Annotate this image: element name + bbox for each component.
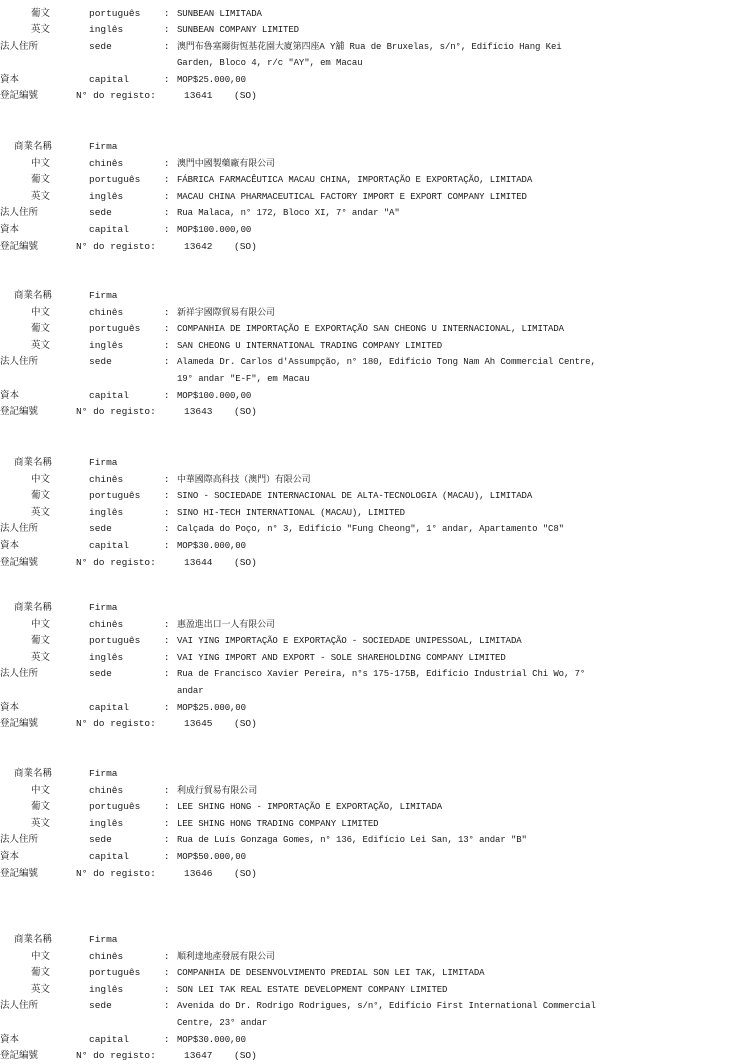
separator: : — [164, 357, 170, 368]
separator: : — [164, 524, 170, 535]
capital-value: MOP$25.000,00 — [177, 75, 246, 85]
chines-label-zh: 中文 — [31, 950, 51, 962]
portugues-label-pt: português — [89, 323, 141, 335]
chines-label-pt: chinês — [89, 157, 124, 169]
ingles-label-pt: inglês — [89, 24, 124, 35]
ingles-value: MACAU CHINA PHARMACEUTICAL FACTORY IMPORT E EXPORT COMPANY LIMITED — [177, 191, 527, 202]
ingles-label-zh: 英文 — [31, 24, 51, 35]
ingles-value: VAI YING IMPORT AND EXPORT - SOLE SHAREHOLDING COMPANY LIMITED — [177, 652, 506, 663]
sede-label-zh: 法人住所 — [0, 41, 39, 52]
registo-label-zh: 登記編號 — [0, 1050, 39, 1062]
portugues-label-pt: português — [89, 174, 141, 186]
separator: : — [164, 652, 170, 663]
sede-label-zh: 法人住所 — [0, 668, 39, 680]
capital-label-pt: capital — [89, 74, 129, 85]
firma-label-zh: 商業名稱 — [14, 934, 53, 945]
firma-label-zh: 商業名稱 — [14, 602, 53, 613]
sede-value-line1: Avenida do Dr. Rodrigo Rodrigues, s/n°, Edifício First International Commercial — [177, 1001, 596, 1012]
sede-label-pt: sede — [89, 668, 112, 680]
ingles-label-zh: 英文 — [31, 190, 51, 202]
registo-so: (SO) — [234, 406, 257, 418]
chines-value: 利成行貿易有限公司 — [177, 785, 258, 796]
sede-value-line1: 澳門布魯塞爾街恆基花園大廈第四座A Y舖 Rua de Bruxelas, s/n°, Edifício Hang Kei — [177, 42, 562, 52]
separator: : — [164, 619, 170, 630]
firma-label-zh: 商業名稱 — [14, 290, 53, 301]
registo-label-pt: N° do registo: — [76, 90, 156, 101]
chines-label-zh: 中文 — [31, 784, 51, 796]
separator: : — [164, 75, 170, 85]
capital-label-pt: capital — [89, 389, 129, 401]
separator: : — [164, 852, 170, 862]
separator: : — [164, 191, 170, 202]
sede-label-pt: sede — [89, 523, 112, 535]
capital-label-zh: 資本 — [0, 851, 20, 862]
portugues-label-pt: português — [89, 967, 141, 979]
ingles-label-zh: 英文 — [31, 506, 51, 518]
ingles-label-pt: inglês — [89, 506, 124, 518]
chines-value: 惠盈進出口一人有限公司 — [177, 619, 275, 630]
sede-label-pt: sede — [89, 834, 112, 846]
ingles-value: SINO HI-TECH INTERNATIONAL (MACAU), LIMITED — [177, 507, 405, 518]
ingles-label-pt: inglês — [89, 651, 124, 663]
sede-label-pt: sede — [89, 1000, 112, 1012]
ingles-label-zh: 英文 — [31, 817, 51, 829]
firma-label-zh: 商業名稱 — [14, 768, 53, 779]
separator: : — [164, 669, 170, 680]
chines-label-zh: 中文 — [31, 473, 51, 485]
registo-label-zh: 登記編號 — [0, 867, 39, 879]
sede-value-line1: Alameda Dr. Carlos d'Assumpção, n° 180, Edifício Tong Nam Ah Commercial Centre, — [177, 357, 596, 368]
portugues-label-zh: 葡文 — [31, 174, 51, 186]
firma-label-zh: 商業名稱 — [14, 141, 53, 152]
registo-number: 13647 — [184, 1050, 213, 1062]
capital-label-zh: 資本 — [0, 224, 20, 235]
separator: : — [164, 1034, 170, 1045]
firma-label-zh: 商業名稱 — [14, 457, 53, 468]
separator: : — [164, 491, 170, 502]
separator: : — [164, 785, 170, 796]
chines-label-pt: chinês — [89, 950, 124, 962]
sede-value-line2: Centre, 23° andar — [177, 1018, 268, 1028]
capital-label-pt: capital — [89, 224, 129, 235]
sede-value-line1: Rua de Francisco Xavier Pereira, n°s 175-175B, Edifício Industrial Chi Wo, 7° — [177, 669, 586, 680]
portugues-value: SUNBEAN LIMITADA — [177, 9, 262, 19]
sede-label-pt: sede — [89, 356, 112, 368]
separator: : — [164, 307, 170, 318]
separator: : — [164, 208, 170, 219]
portugues-label-pt: português — [89, 635, 141, 647]
chines-value: 順利達地產發展有限公司 — [177, 951, 275, 962]
ingles-value: SON LEI TAK REAL ESTATE DEVELOPMENT COMPANY LIMITED — [177, 984, 448, 995]
separator: : — [164, 324, 170, 335]
registo-number: 13642 — [184, 240, 213, 252]
sede-label-zh: 法人住所 — [0, 356, 39, 368]
capital-label-pt: capital — [89, 1033, 129, 1045]
portugues-value: COMPANHIA DE DESENVOLVIMENTO PREDIAL SON LEI TAK, LIMITADA — [177, 968, 485, 979]
sede-label-pt: sede — [89, 207, 112, 219]
separator: : — [164, 835, 170, 846]
separator: : — [164, 390, 170, 401]
separator: : — [164, 507, 170, 518]
separator: : — [164, 340, 170, 351]
ingles-value: SUNBEAN COMPANY LIMITED — [177, 25, 299, 35]
registo-label-zh: 登記編號 — [0, 556, 39, 568]
chines-label-pt: chinês — [89, 473, 124, 485]
sede-value-line1: Calçada do Poço, n° 3, Edifício "Fung Cheong", 1° andar, Apartamento "C8" — [177, 524, 564, 535]
registo-label-pt: N° do registo: — [76, 718, 156, 730]
registo-number: 13646 — [184, 867, 213, 879]
separator: : — [164, 802, 170, 813]
chines-label-zh: 中文 — [31, 618, 51, 630]
sede-value-line1: Rua Malaca, n° 172, Bloco XI, 7° andar "A" — [177, 208, 400, 219]
ingles-label-zh: 英文 — [31, 983, 51, 995]
capital-label-zh: 資本 — [0, 389, 20, 401]
firma-label-pt: Firma — [89, 457, 118, 468]
chines-label-zh: 中文 — [31, 157, 51, 169]
ingles-label-pt: inglês — [89, 983, 124, 995]
capital-value: MOP$100.000,00 — [177, 225, 252, 235]
separator: : — [164, 225, 170, 235]
sede-label-zh: 法人住所 — [0, 207, 39, 219]
separator: : — [164, 636, 170, 647]
portugues-label-zh: 葡文 — [31, 635, 51, 647]
registo-number: 13644 — [184, 556, 213, 568]
separator: : — [164, 541, 170, 551]
portugues-label-zh: 葡文 — [31, 490, 51, 502]
separator: : — [164, 9, 170, 19]
capital-label-pt: capital — [89, 701, 129, 713]
sede-label-zh: 法人住所 — [0, 523, 39, 535]
chines-label-zh: 中文 — [31, 306, 51, 318]
registo-so: (SO) — [234, 718, 257, 730]
separator: : — [164, 702, 170, 713]
separator: : — [164, 818, 170, 829]
separator: : — [164, 1001, 170, 1012]
registo-number: 13645 — [184, 718, 213, 730]
separator: : — [164, 25, 170, 35]
ingles-label-zh: 英文 — [31, 651, 51, 663]
separator: : — [164, 158, 170, 169]
ingles-value: LEE SHING HONG TRADING COMPANY LIMITED — [177, 818, 379, 829]
capital-label-zh: 資本 — [0, 1033, 20, 1045]
chines-value: 中華國際高科技（澳門）有限公司 — [177, 474, 311, 485]
registo-label-pt: N° do registo: — [76, 240, 156, 252]
capital-value: MOP$30.000,00 — [177, 541, 246, 551]
chines-value: 澳門中國製藥廠有限公司 — [177, 158, 275, 169]
sede-value-line1: Rua de Luís Gonzaga Gomes, n° 136, Edifício Lei San, 13° andar "B" — [177, 835, 527, 846]
portugues-value: VAI YING IMPORTAÇÃO E EXPORTAÇÃO - SOCIEDADE UNIPESSOAL, LIMITADA — [177, 636, 522, 647]
capital-label-pt: capital — [89, 851, 129, 862]
chines-label-pt: chinês — [89, 784, 124, 796]
capital-value: MOP$30.000,00 — [177, 1034, 246, 1045]
capital-value: MOP$25.000,00 — [177, 702, 246, 713]
portugues-value: FÁBRICA FARMACÊUTICA MACAU CHINA, IMPORTAÇÃO E EXPORTAÇÃO, LIMITADA — [177, 175, 533, 186]
chines-value: 新祥宇國際貿易有限公司 — [177, 307, 275, 318]
registo-label-zh: 登記編號 — [0, 90, 39, 101]
separator: : — [164, 474, 170, 485]
ingles-value: SAN CHEONG U INTERNATIONAL TRADING COMPANY LIMITED — [177, 340, 443, 351]
registo-label-pt: N° do registo: — [76, 406, 156, 418]
capital-value: MOP$50.000,00 — [177, 852, 246, 862]
registo-number: 13641 — [184, 90, 213, 101]
separator: : — [164, 175, 170, 186]
portugues-value: COMPANHIA DE IMPORTAÇÃO E EXPORTAÇÃO SAN CHEONG U INTERNACIONAL, LIMITADA — [177, 324, 564, 335]
sede-label-zh: 法人住所 — [0, 834, 39, 846]
capital-label-zh: 資本 — [0, 74, 20, 85]
registo-label-pt: N° do registo: — [76, 1050, 156, 1062]
chines-label-pt: chinês — [89, 306, 124, 318]
portugues-label-pt: português — [89, 490, 141, 502]
ingles-label-pt: inglês — [89, 339, 124, 351]
separator: : — [164, 42, 170, 52]
portugues-value: SINO - SOCIEDADE INTERNACIONAL DE ALTA-TECNOLOGIA (MACAU), LIMITADA — [177, 491, 533, 502]
separator: : — [164, 951, 170, 962]
ingles-label-zh: 英文 — [31, 339, 51, 351]
firma-label-pt: Firma — [89, 934, 118, 945]
registo-so: (SO) — [234, 240, 257, 252]
ingles-label-pt: inglês — [89, 190, 124, 202]
registo-label-pt: N° do registo: — [76, 867, 156, 879]
chines-label-pt: chinês — [89, 618, 124, 630]
firma-label-pt: Firma — [89, 290, 118, 301]
registo-label-zh: 登記編號 — [0, 718, 39, 730]
sede-value-line2: andar — [177, 686, 204, 696]
registo-so: (SO) — [234, 867, 257, 879]
separator: : — [164, 968, 170, 979]
sede-label-pt: sede — [89, 41, 112, 52]
capital-value: MOP$100.000,00 — [177, 390, 252, 401]
registo-label-pt: N° do registo: — [76, 556, 156, 568]
registo-label-zh: 登記編號 — [0, 240, 39, 252]
portugues-label-zh: 葡文 — [31, 967, 51, 979]
portugues-label-zh: 葡文 — [31, 323, 51, 335]
portugues-label-pt: português — [89, 8, 141, 19]
capital-label-zh: 資本 — [0, 540, 20, 551]
capital-label-pt: capital — [89, 540, 129, 551]
ingles-label-pt: inglês — [89, 817, 124, 829]
registo-label-zh: 登記編號 — [0, 406, 39, 418]
portugues-label-zh: 葡文 — [31, 8, 51, 19]
registo-so: (SO) — [234, 556, 257, 568]
separator: : — [164, 984, 170, 995]
firma-label-pt: Firma — [89, 768, 118, 779]
sede-label-zh: 法人住所 — [0, 1000, 39, 1012]
registo-number: 13643 — [184, 406, 213, 418]
portugues-value: LEE SHING HONG - IMPORTAÇÃO E EXPORTAÇÃO, LIMITADA — [177, 802, 443, 813]
firma-label-pt: Firma — [89, 141, 118, 152]
registo-so: (SO) — [234, 90, 257, 101]
portugues-label-zh: 葡文 — [31, 801, 51, 813]
sede-value-line2: 19° andar "E-F", em Macau — [177, 374, 310, 384]
sede-value-line2: Garden, Bloco 4, r/c "AY", em Macau — [177, 58, 363, 68]
capital-label-zh: 資本 — [0, 701, 20, 713]
portugues-label-pt: português — [89, 801, 141, 813]
registo-so: (SO) — [234, 1050, 257, 1062]
firma-label-pt: Firma — [89, 602, 118, 613]
